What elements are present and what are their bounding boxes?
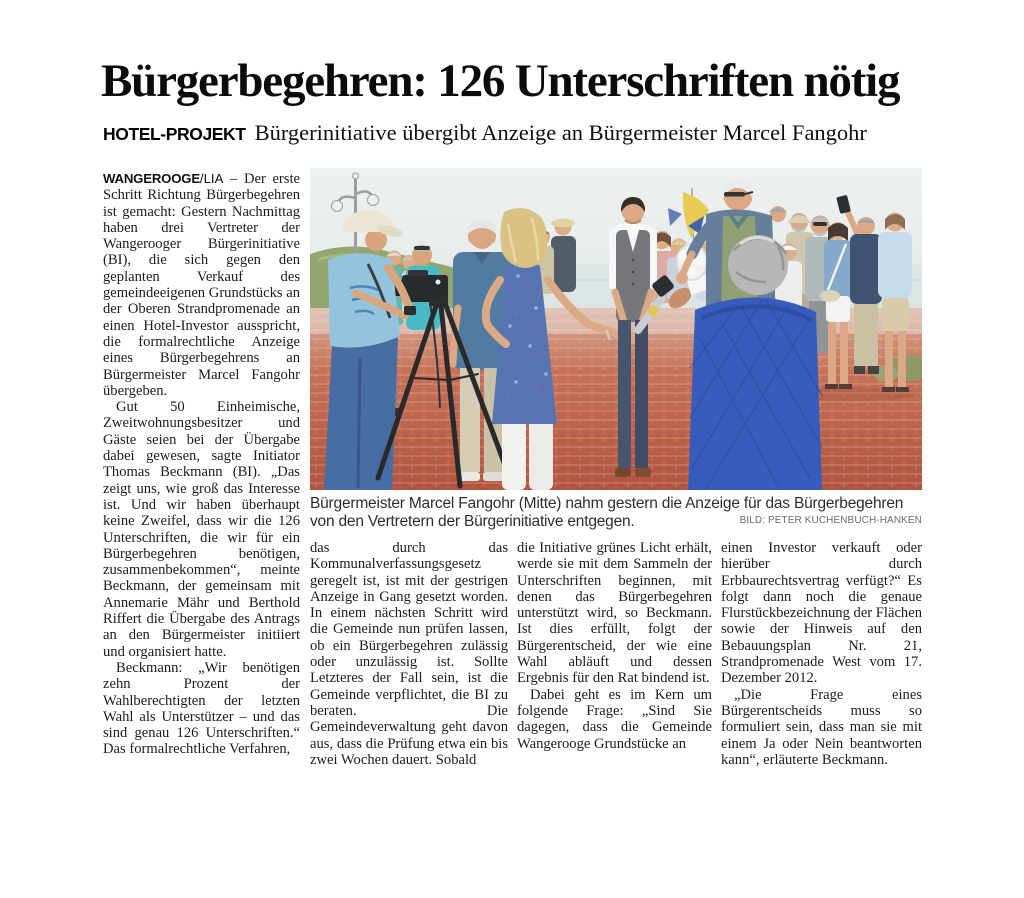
paragraph: einen Investor verkauft oder hierüber durch Erbbaurechtsvertrag verfügt?“ Es folgt dann noch die genaue Flurstückbezeichnung der Flächen sowie der Hinweis auf den Bebauungsplan Nr. 21, Strandpromenade West vom 17. Dezember 2012.	[721, 540, 923, 687]
subhead-row	[103, 120, 867, 146]
caption-text: Bürgermeister Marcel Fangohr (Mitte) nahm gestern die Anzeige für das Bürgerbegehren von den Vertretern der Bürgerinitiative entgegen.	[310, 495, 904, 530]
article-photo	[310, 168, 922, 490]
paragraph: das durch das Kommunalverfassungsgesetz geregelt ist, ist mit der gestrigen Anzeige in Gang gesetzt worden. In einem nächsten Schritt wird die Gemeinde nun prüfen lassen, ob ein Bürgerbegehren zulässig oder unzulässig ist. Sollte Letzteres der Fall sein, ist die Gemeinde verpflichtet, die BI zu beraten. Die Gemeindeverwaltung geht davon aus, dass die Prüfung etwa ein bis zwei Wochen dauert. Sobald	[310, 540, 508, 768]
paragraph: die Initiative grünes Licht erhält, werde sie mit dem Sammeln der Unterschriften beginnen, mit denen das Bürgerbegehren unterstützt wird, so Beckmann. Ist dies erfüllt, folgt der Bürgerentscheid, der wie eine Wahl abläuft und dessen Ergebnis für den Rat bindend ist.	[517, 540, 712, 687]
dateline-author-abbr: /LIA	[199, 171, 224, 186]
text-column-1	[103, 171, 300, 758]
paragraph: Gut 50 Einheimische, Zweitwohnungsbesitzer und Gäste seien bei der Übergabe dabei gewesen, sagte Initiator Thomas Beckmann (BI). „Das zeigt uns, wie groß das Interesse ist. Und wir haben überhaupt keine Zweifel, dass wir die 126 Unterschriften, die wir für ein Bürgerbegehren benötigen, zusammenbekommen“, meinte Beckmann, der gemeinsam mit Annemarie Mähr und Berthold Riffert die Übergabe des Antrags an den Bürgermeister initiiert und organisiert hatte.	[103, 399, 300, 660]
paragraph: Beckmann: „Wir benötigen zehn Prozent der Wahlberechtigten der letzten Wahl als Unterstützer – und das sind genau 126 Unterschriften.“ Das formalrechtliche Verfahren,	[103, 659, 300, 758]
photo-haze-overlay	[310, 168, 922, 490]
dateline-location: WANGEROOGE	[103, 171, 200, 186]
article-figure	[310, 168, 922, 531]
paragraph-text: – Der erste Schritt Richtung Bürgerbegehren ist gemacht: Gestern Nachmittag haben drei Vertreter der Wangerooger Bürgerinitiative (BI), die sich gegen den geplanten Verkauf des gemeindeeigenen Grundstücks an der Oberen Strandpromenade an einen Hotel-Investor ausspricht, die formalrechtliche Anzeige eines Bürgerbegehrens an Bürgermeister Marcel Fangohr übergeben.	[103, 171, 300, 399]
headline: Bürgerbegehren: 126 Unterschriften nötig	[101, 55, 900, 107]
paragraph: „Die Frage eines Bürgerentscheids muss so formuliert sein, dass man sie mit einem Ja oder Nein beantworten kann“, erläuterte Beckmann.	[721, 686, 922, 768]
text-column-4	[721, 540, 922, 768]
subheadline: Bürgerinitiative übergibt Anzeige an Bürgermeister Marcel Fangohr	[254, 120, 867, 145]
kicker: HOTEL-PROJEKT	[103, 124, 246, 144]
text-column-2	[310, 540, 508, 768]
photo-credit: BILD: PETER KUCHENBUCH-HANKEN	[739, 515, 922, 526]
text-column-3	[517, 540, 712, 752]
paragraph: Dabei geht es im Kern um folgende Frage: „Sind Sie dagegen, dass die Gemeinde Wangerooge Grundstücke an	[517, 686, 712, 752]
paragraph-lead	[103, 171, 300, 399]
photo-caption	[310, 495, 922, 531]
